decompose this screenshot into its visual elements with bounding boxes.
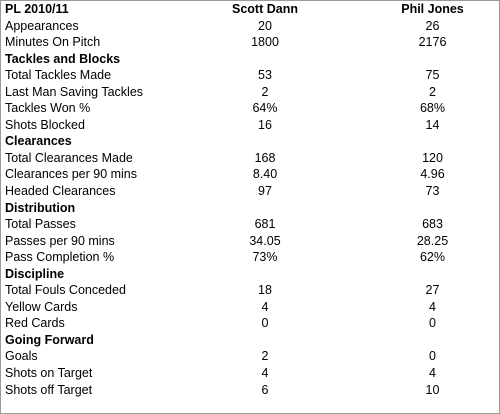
player-b-value: 683	[422, 217, 443, 232]
column-gap	[330, 382, 370, 399]
column-gap	[330, 299, 370, 316]
section-heading: Distribution	[5, 200, 76, 215]
player-a-value: 18	[258, 283, 272, 298]
section-heading-row	[5, 51, 495, 68]
column-gap	[330, 249, 370, 266]
player-a-value: 1800	[251, 35, 279, 50]
stat-label: Minutes On Pitch	[5, 35, 101, 50]
player-a-value: 73%	[252, 250, 278, 265]
player-a-value: 4	[261, 366, 269, 381]
stat-label: Total Fouls Conceded	[5, 283, 126, 298]
stat-label: Shots off Target	[5, 382, 93, 397]
table-row	[5, 348, 495, 365]
column-gap	[330, 34, 370, 51]
season-title: PL 2010/11	[5, 2, 69, 16]
column-gap	[330, 216, 370, 233]
section-heading: Clearances	[5, 134, 72, 149]
column-gap	[330, 315, 370, 332]
stat-label: Total Tackles Made	[5, 68, 112, 83]
section-heading-row	[5, 200, 495, 217]
table-row	[5, 166, 495, 183]
stat-label: Total Passes	[5, 217, 76, 232]
table-row	[5, 150, 495, 167]
stat-label: Tackles Won %	[5, 101, 91, 116]
player-b-value: 73	[425, 184, 440, 199]
table-row	[5, 34, 495, 51]
player-b-value: 2	[429, 84, 436, 99]
table-row	[5, 315, 495, 332]
player-b-value: 14	[425, 117, 440, 132]
stat-label: Total Clearances Made	[5, 150, 133, 165]
stat-label: Yellow Cards	[5, 299, 78, 314]
player-a-value: 2	[261, 84, 269, 99]
player-a-value: 0	[261, 316, 269, 331]
table-row	[5, 282, 495, 299]
table-row	[5, 183, 495, 200]
column-gap	[330, 84, 370, 101]
player-b-value: 28.25	[416, 233, 449, 248]
player-b-value: 75	[425, 68, 440, 83]
player-b-value: 62%	[419, 250, 446, 265]
column-gap	[330, 183, 370, 200]
table-row	[5, 100, 495, 117]
player-b-value: 68%	[419, 101, 446, 116]
table-row	[5, 365, 495, 382]
player-b-value: 10	[425, 382, 440, 397]
column-gap	[330, 166, 370, 183]
table-row	[5, 249, 495, 266]
section-heading-row	[5, 266, 495, 283]
column-gap	[330, 1, 370, 18]
stat-label: Goals	[5, 349, 38, 364]
player-b-value: 26	[425, 18, 440, 33]
player-b-value: 0	[429, 316, 436, 331]
stat-label: Shots Blocked	[5, 117, 85, 132]
stat-label: Passes per 90 mins	[5, 233, 115, 248]
stat-label: Appearances	[5, 18, 79, 33]
column-gap	[330, 100, 370, 117]
player-a-value: 6	[261, 382, 269, 397]
section-heading-row	[5, 133, 495, 150]
player-b-value: 4	[429, 299, 436, 314]
player-b-value: 4	[429, 366, 436, 381]
stat-label: Last Man Saving Tackles	[5, 84, 144, 99]
section-heading: Going Forward	[5, 332, 94, 347]
table-row	[5, 299, 495, 316]
column-gap	[330, 117, 370, 134]
player-b-value: 27	[425, 283, 440, 298]
table-body	[5, 1, 495, 398]
column-gap	[330, 365, 370, 382]
player-b-value: 0	[429, 349, 436, 364]
table-row	[5, 84, 495, 101]
table-row	[5, 117, 495, 134]
stat-label: Red Cards	[5, 316, 65, 331]
column-gap	[330, 67, 370, 84]
table-row	[5, 18, 495, 35]
stat-label: Headed Clearances	[5, 184, 116, 199]
table-row	[5, 216, 495, 233]
column-gap	[330, 282, 370, 299]
column-gap	[330, 150, 370, 167]
section-heading-row	[5, 332, 495, 349]
player-b-value: 2176	[418, 35, 447, 50]
section-heading: Tackles and Blocks	[5, 51, 121, 66]
stat-label: Clearances per 90 mins	[5, 167, 138, 182]
comparison-table	[5, 1, 495, 398]
player-a-value: 16	[258, 117, 272, 132]
table-row	[5, 67, 495, 84]
player-b-value: 4.96	[420, 167, 445, 182]
column-gap	[330, 18, 370, 35]
player-a-value: 2	[261, 349, 269, 364]
player-a-value: 681	[254, 217, 276, 232]
player-a-value: 64%	[252, 101, 278, 116]
column-gap	[330, 348, 370, 365]
player-b-value: 120	[422, 150, 443, 165]
stat-label: Pass Completion %	[5, 250, 115, 265]
column-gap	[330, 233, 370, 250]
table-row	[5, 233, 495, 250]
header-row	[5, 1, 495, 18]
player-a-value: 20	[258, 18, 272, 33]
player-a-value: 8.40	[252, 167, 278, 182]
table-row	[5, 382, 495, 399]
player-a-value: 34.05	[249, 233, 281, 248]
player-a-value: 53	[258, 68, 272, 83]
player-a-value: 4	[261, 299, 269, 314]
player-a-value: 97	[258, 184, 272, 199]
player-a-value: 168	[254, 150, 276, 165]
player-a-name: Scott Dann	[232, 2, 298, 16]
stat-label: Shots on Target	[5, 366, 93, 381]
section-heading: Discipline	[5, 266, 65, 281]
player-b-name: Phil Jones	[401, 2, 464, 16]
